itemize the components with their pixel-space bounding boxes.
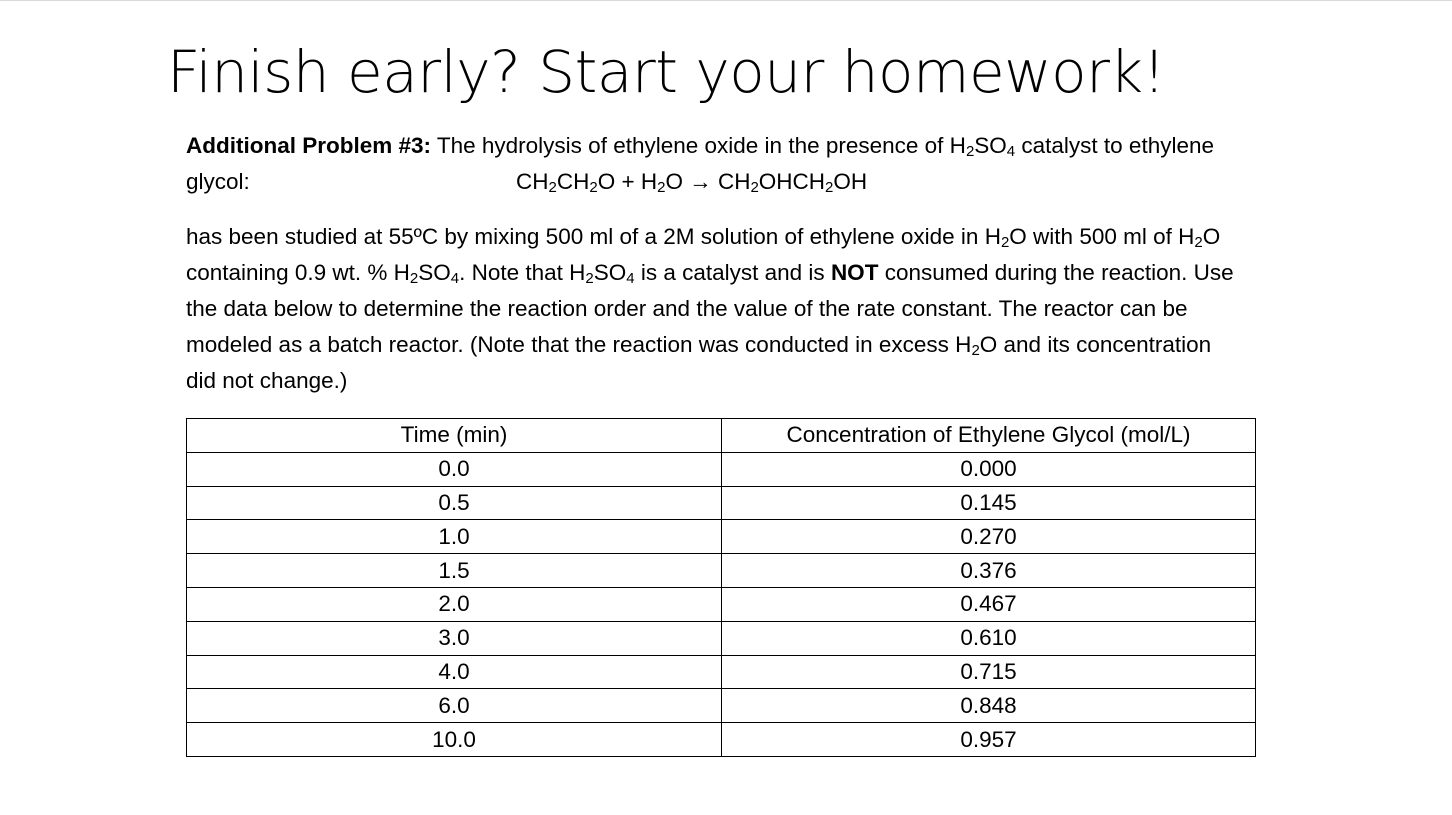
cell-time: 10.0 (187, 723, 722, 757)
equation-text: OHCH (758, 169, 826, 194)
cell-concentration: 0.610 (722, 621, 1256, 655)
body-text: has been studied at 55ºC by mixing 500 ml of a 2M solution of ethylene oxide in H (186, 224, 1001, 249)
table-row (187, 587, 1256, 621)
intro-text: SO (974, 133, 1007, 158)
body-text: is a catalyst and is (634, 260, 831, 285)
emphasis-not: NOT (830, 260, 879, 285)
reaction-equation (516, 164, 867, 200)
subscript: 2 (1194, 234, 1203, 251)
problem-body (186, 219, 1246, 399)
problem-label: Additional Problem #3: (186, 133, 432, 158)
cell-time: 1.0 (187, 520, 722, 554)
body-text: SO (418, 260, 451, 285)
table-header-row (187, 419, 1256, 453)
subscript: 4 (1006, 143, 1016, 160)
equation-text: O + H (597, 169, 658, 194)
cell-time: 0.5 (187, 486, 722, 520)
cell-time: 3.0 (187, 621, 722, 655)
table-row (187, 655, 1256, 689)
body-text: consumed during the reaction. Use the data below to determine the reaction order and the value of the rate constant. The reactor can be modeled as a batch reactor. (Note that the reaction was conducted in excess H (186, 260, 1234, 357)
cell-concentration: 0.376 (722, 554, 1256, 588)
cell-time: 1.5 (187, 554, 722, 588)
body-text: . Note that H (459, 260, 586, 285)
subscript: 2 (657, 179, 666, 196)
cell-concentration: 0.467 (722, 587, 1256, 621)
cell-time: 0.0 (187, 452, 722, 486)
subscript: 2 (971, 342, 980, 359)
body-text: O containing 0.9 wt. % H (186, 224, 1221, 285)
table-row (187, 723, 1256, 757)
intro-text: catalyst to ethylene glycol: (186, 133, 1215, 194)
cell-concentration: 0.715 (722, 655, 1256, 689)
cell-time: 6.0 (187, 689, 722, 723)
table-row (187, 554, 1256, 588)
intro-text: The hydrolysis of ethylene oxide in the presence of H (431, 133, 966, 158)
slide-top-border (0, 0, 1452, 1)
cell-concentration: 0.270 (722, 520, 1256, 554)
subscript: 4 (450, 270, 460, 287)
equation-text: OH (833, 169, 868, 194)
table-row (187, 486, 1256, 520)
table-row (187, 689, 1256, 723)
subscript: 2 (409, 270, 419, 287)
body-text: O and its concentration did not change.) (186, 332, 1212, 393)
data-table (186, 418, 1256, 757)
table-row (187, 452, 1256, 486)
header-time: Time (min) (187, 419, 722, 453)
body-text: SO (593, 260, 627, 285)
cell-concentration: 0.145 (722, 486, 1256, 520)
subscript: 2 (1000, 234, 1010, 251)
table-row (187, 621, 1256, 655)
cell-concentration: 0.000 (722, 452, 1256, 486)
cell-time: 4.0 (187, 655, 722, 689)
table-row (187, 520, 1256, 554)
equation-text: CH (516, 169, 549, 194)
subscript: 2 (825, 179, 834, 196)
subscript: 2 (585, 270, 594, 287)
equation-text: CH (556, 169, 590, 194)
cell-time: 2.0 (187, 587, 722, 621)
subscript: 2 (548, 179, 557, 196)
cell-concentration: 0.957 (722, 723, 1256, 757)
header-concentration: Concentration of Ethylene Glycol (mol/L) (722, 419, 1256, 453)
body-text: O with 500 ml of H (1009, 224, 1195, 249)
subscript: 2 (750, 179, 759, 196)
subscript: 4 (626, 270, 635, 287)
slide-title: Finish early? Start your homework! (167, 38, 1166, 106)
equation-text: O → CH (665, 169, 751, 194)
subscript: 2 (589, 179, 598, 196)
subscript: 2 (965, 143, 975, 160)
cell-concentration: 0.848 (722, 689, 1256, 723)
